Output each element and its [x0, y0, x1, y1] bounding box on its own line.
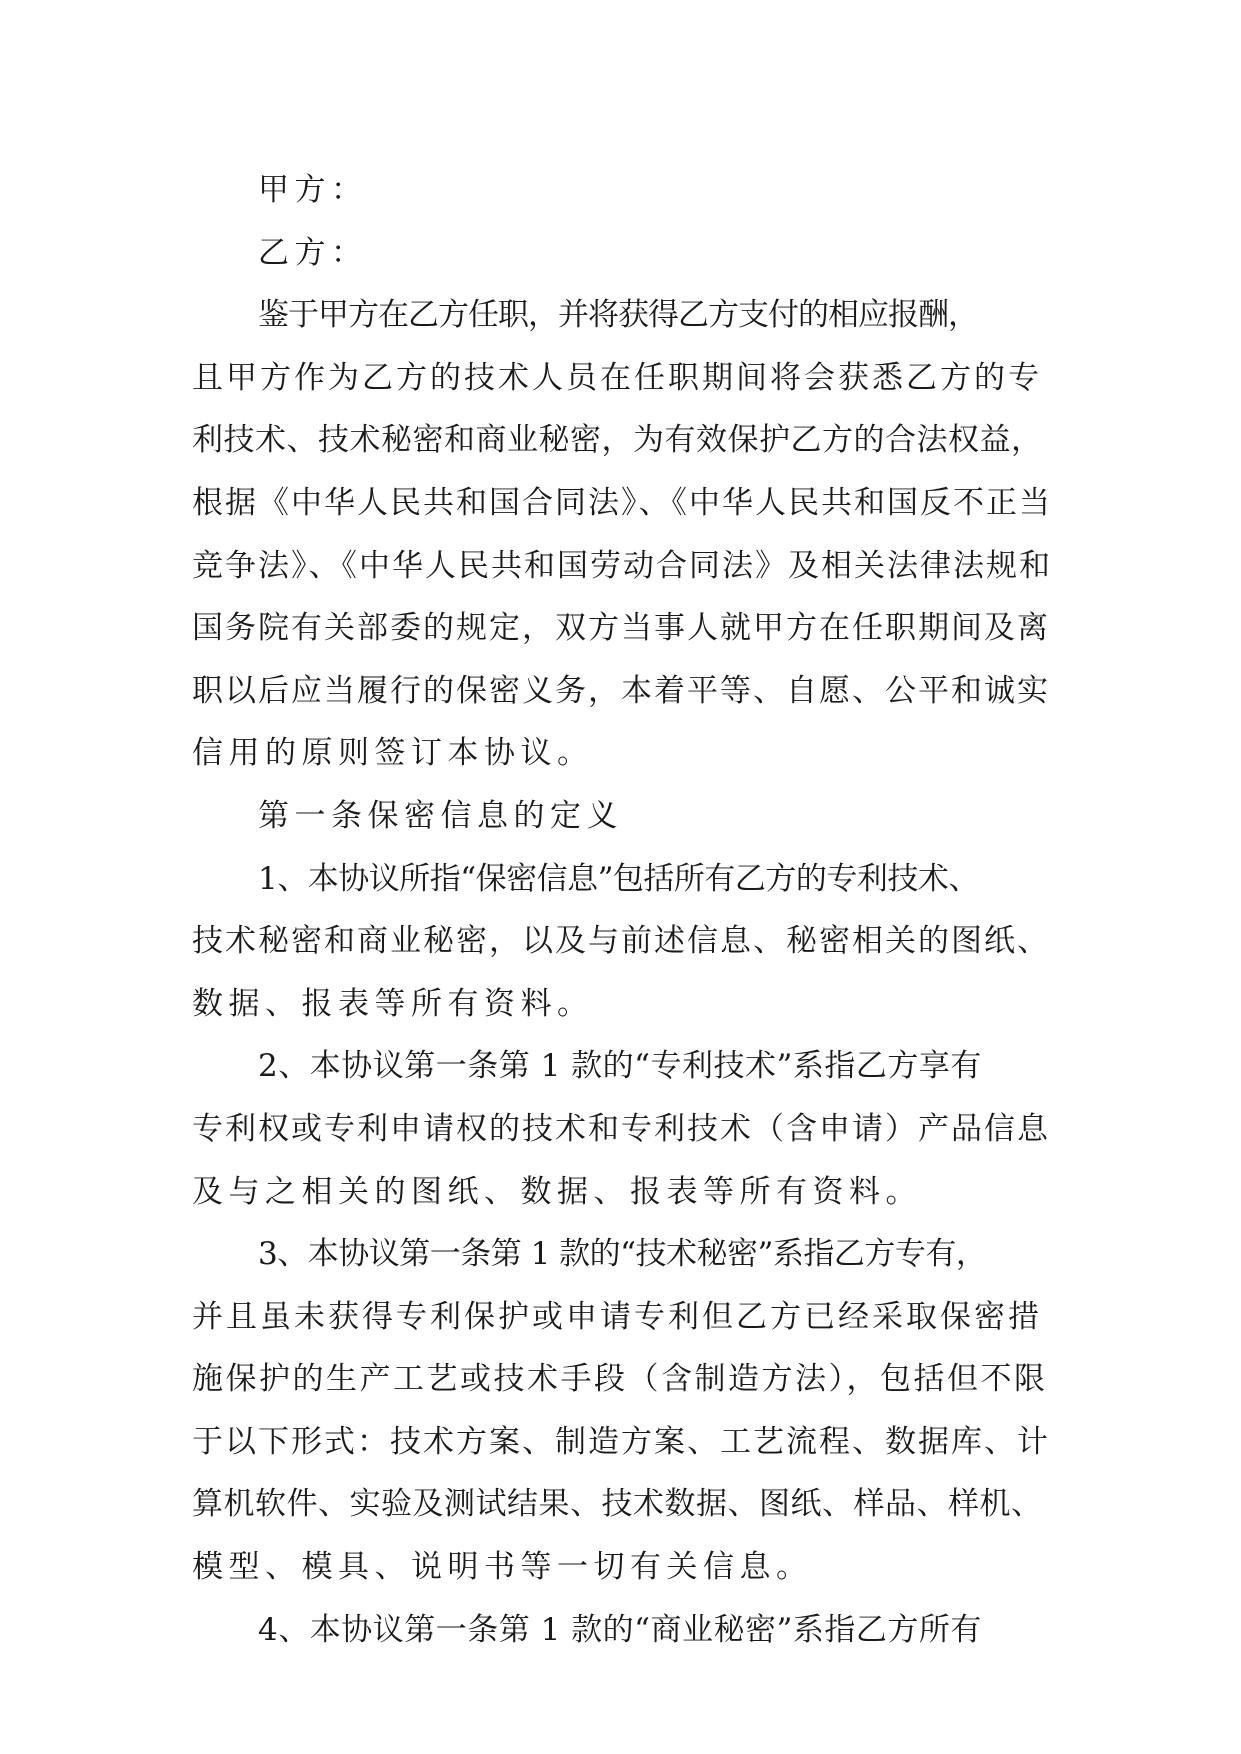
text-line: 根据《中华人民共和国合同法》、《中华人民共和国反不正当	[192, 484, 1052, 521]
text-line: 乙方：	[258, 234, 368, 271]
clause-3-paragraph	[192, 1223, 1054, 1599]
text-line: 技术秘密和商业秘密，以及与前述信息、秘密相关的图纸、	[192, 923, 1050, 960]
party-a-label	[192, 159, 1054, 222]
clause-2-paragraph	[192, 1035, 1054, 1223]
text-line: 竞争法》、《中华人民共和国劳动合同法》及相关法律法规和	[192, 547, 1052, 584]
text-line: 第一条保密信息的定义	[258, 797, 623, 834]
document-body	[192, 159, 1054, 1661]
text-line: 4、本协议第一条第 1 款的“商业秘密”系指乙方所有	[258, 1611, 982, 1648]
party-b-label	[192, 222, 1054, 285]
text-line: 利技术、技术秘密和商业秘密，为有效保护乙方的合法权益，	[192, 422, 1043, 459]
text-line: 施保护的生产工艺或技术手段（含制造方法），包括但不限	[192, 1361, 1048, 1398]
text-line: 算机软件、实验及测试结果、技术数据、图纸、样品、样机、	[192, 1486, 1043, 1523]
clause-4-paragraph	[192, 1599, 1054, 1662]
text-line: 信用的原则签订本协议。	[192, 735, 594, 772]
text-line: 鉴于甲方在乙方任职，并将获得乙方支付的相应报酬，	[258, 297, 978, 334]
preamble-paragraph	[192, 284, 1054, 785]
text-line: 国务院有关部委的规定，双方当事人就甲方在任职期间及离	[192, 610, 1050, 647]
text-line: 并且虽未获得专利保护或申请专利但乙方已经采取保密措	[192, 1298, 1042, 1335]
text-line: 专利权或专利申请权的技术和专利技术（含申请）产品信息	[192, 1110, 1050, 1147]
text-line: 于以下形式：技术方案、制造方案、工艺流程、数据库、计	[192, 1423, 1050, 1460]
text-line: 及与之相关的图纸、数据、报表等所有资料。	[192, 1173, 922, 1210]
text-line: 职以后应当履行的保密义务，本着平等、自愿、公平和诚实	[192, 672, 1050, 709]
text-line: 2、本协议第一条第 1 款的“专利技术”系指乙方享有	[258, 1048, 982, 1085]
article-heading	[192, 785, 1054, 848]
clause-1-paragraph	[192, 848, 1054, 1036]
text-line: 数据、报表等所有资料。	[192, 985, 594, 1022]
text-line: 3、本协议第一条第 1 款的“技术秘密”系指乙方专有，	[258, 1236, 987, 1273]
text-line: 模型、模具、说明书等一切有关信息。	[192, 1549, 813, 1586]
text-line: 1、本协议所指“保密信息”包括所有乙方的专利技术、	[258, 860, 979, 897]
text-line: 且甲方作为乙方的技术人员在任职期间将会获悉乙方的专	[192, 359, 1042, 396]
text-line: 甲方：	[258, 172, 368, 208]
